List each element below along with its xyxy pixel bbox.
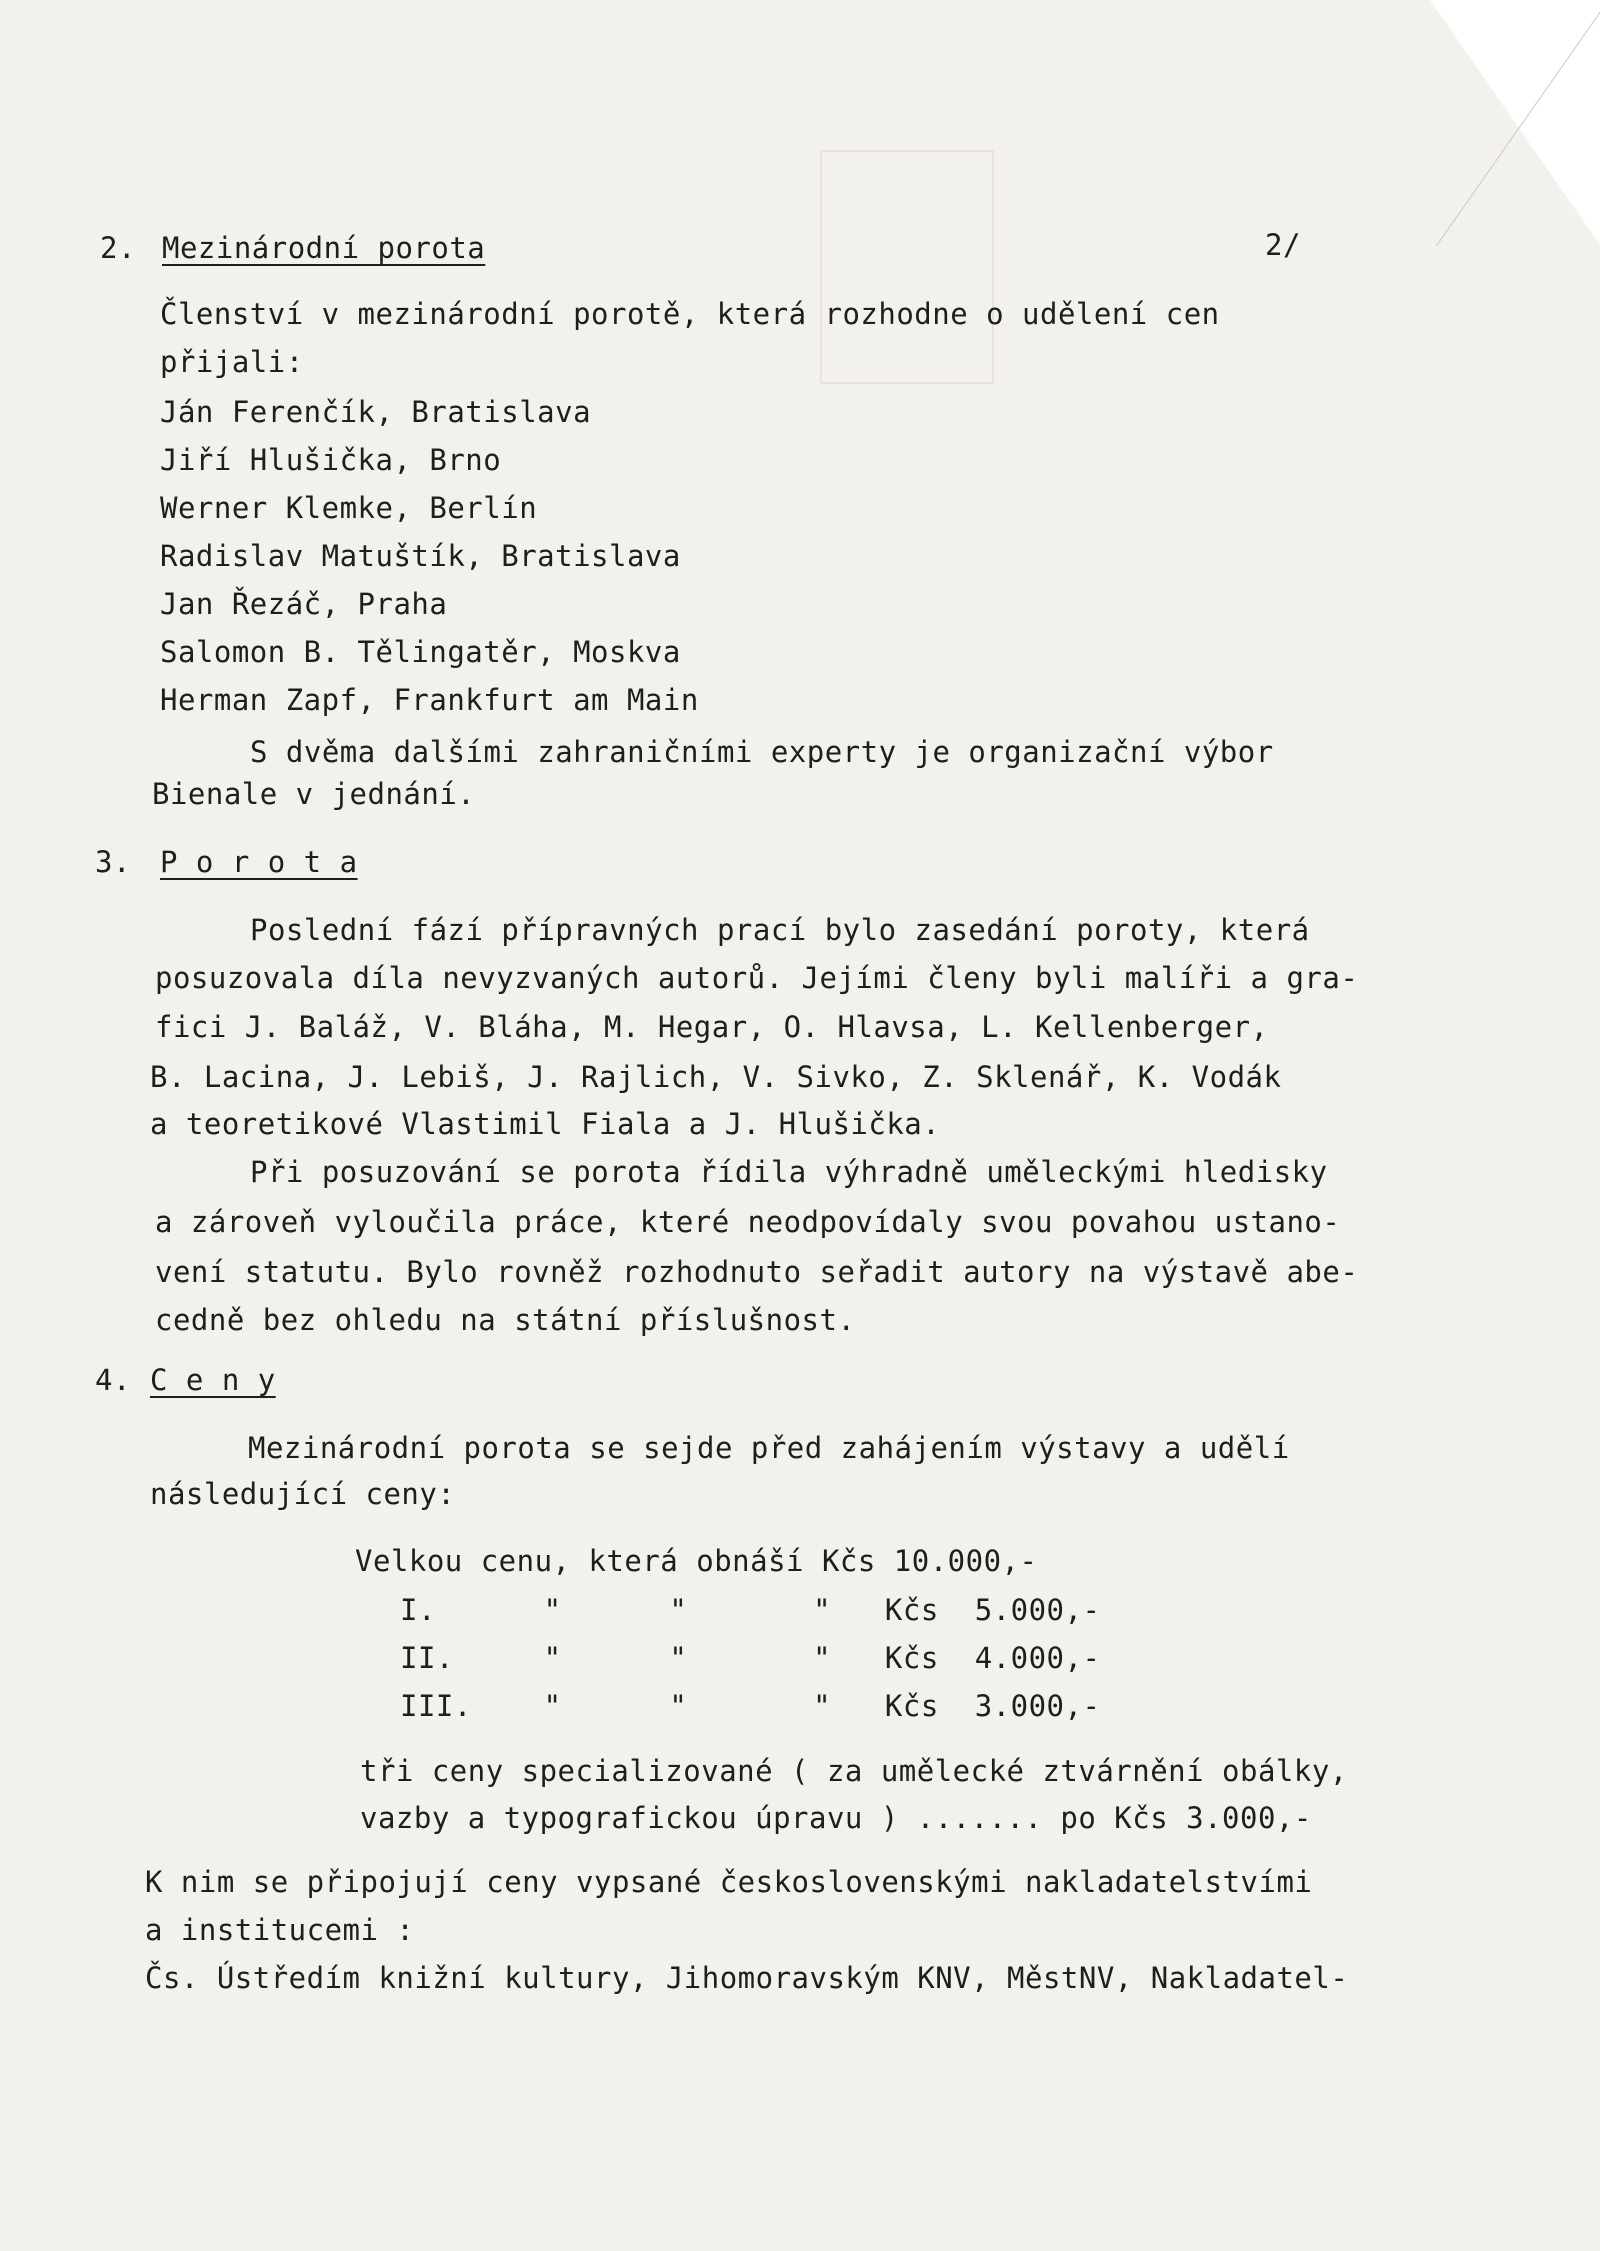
jury-member: Radislav Matuštík, Bratislava — [160, 539, 681, 573]
closing-line: K nim se připojují ceny vypsané československými nakladatelstvími — [145, 1865, 1313, 1899]
section-3-title: P o r o t a — [160, 845, 358, 879]
jury-member: Salomon B. Tělingatěr, Moskva — [160, 635, 681, 669]
section-3-line: Při posuzování se porota řídila výhradně uměleckými hledisky — [250, 1155, 1328, 1189]
section-2-note-line-2: Bienale v jednání. — [152, 777, 476, 811]
section-3-line: vení statutu. Bylo rovněž rozhodnuto seřadit autory na výstavě abe- — [155, 1255, 1359, 1289]
section-3-line: fici J. Baláž, V. Bláha, M. Hegar, O. Hlavsa, L. Kellenberger, — [155, 1010, 1269, 1044]
section-3-line: a zároveň vyloučila práce, které neodpovídaly svou povahou ustano- — [155, 1205, 1341, 1239]
section-3-line: B. Lacina, J. Lebiš, J. Rajlich, V. Sivko, Z. Sklenář, K. Vodák — [150, 1060, 1282, 1094]
special-prizes-line-1: tři ceny specializované ( za umělecké ztvárnění obálky, — [360, 1754, 1348, 1788]
section-4-intro-line-1: Mezinárodní porota se sejde před zahájením výstavy a udělí — [248, 1431, 1290, 1465]
jury-member: Werner Klemke, Berlín — [160, 491, 538, 525]
jury-member: Ján Ferenčík, Bratislava — [160, 395, 592, 429]
jury-member: Herman Zapf, Frankfurt am Main — [160, 683, 699, 717]
prize-row: III. " " " Kčs 3.000,- — [400, 1689, 1101, 1723]
prize-row: I. " " " Kčs 5.000,- — [400, 1593, 1101, 1627]
jury-member: Jan Řezáč, Praha — [160, 587, 448, 621]
closing-line: Čs. Ústředím knižní kultury, Jihomoravským KNV, MěstNV, Nakladatel- — [145, 1961, 1349, 1995]
section-2-intro-line-1: Členství v mezinárodní porotě, která rozhodne o udělení cen — [160, 297, 1220, 331]
section-2-number: 2. — [100, 231, 136, 265]
section-4-number: 4. — [95, 1363, 131, 1397]
section-2-note-line-1: S dvěma dalšími zahraničními experty je organizační výbor — [250, 735, 1274, 769]
section-4-intro-line-2: následující ceny: — [150, 1477, 456, 1511]
bleed-through-logo — [820, 150, 994, 384]
section-2-intro-line-2: přijali: — [160, 345, 304, 379]
jury-member: Jiří Hlušička, Brno — [160, 443, 502, 477]
section-3-line: cedně bez ohledu na státní příslušnost. — [155, 1303, 856, 1337]
section-4-title: C e n y — [150, 1363, 276, 1397]
section-3-number: 3. — [95, 845, 131, 879]
section-3-line: posuzovala díla nevyzvaných autorů. Jejími členy byli malíři a gra- — [155, 961, 1359, 995]
page-number: 2/ — [1265, 228, 1301, 262]
section-2-title: Mezinárodní porota — [162, 231, 486, 265]
prize-row: II. " " " Kčs 4.000,- — [400, 1641, 1101, 1675]
section-3-line: a teoretikové Vlastimil Fiala a J. Hlušička. — [150, 1107, 941, 1141]
section-3-line: Poslední fází přípravných prací bylo zasedání poroty, která — [250, 913, 1310, 947]
closing-line: a institucemi : — [145, 1913, 415, 1947]
special-prizes-line-2: vazby a typografickou úpravu ) ....... po Kčs 3.000,- — [360, 1801, 1312, 1835]
folded-corner — [1430, 0, 1600, 245]
prize-row: Velkou cenu, která obnáší Kčs 10.000,- — [355, 1544, 1038, 1578]
